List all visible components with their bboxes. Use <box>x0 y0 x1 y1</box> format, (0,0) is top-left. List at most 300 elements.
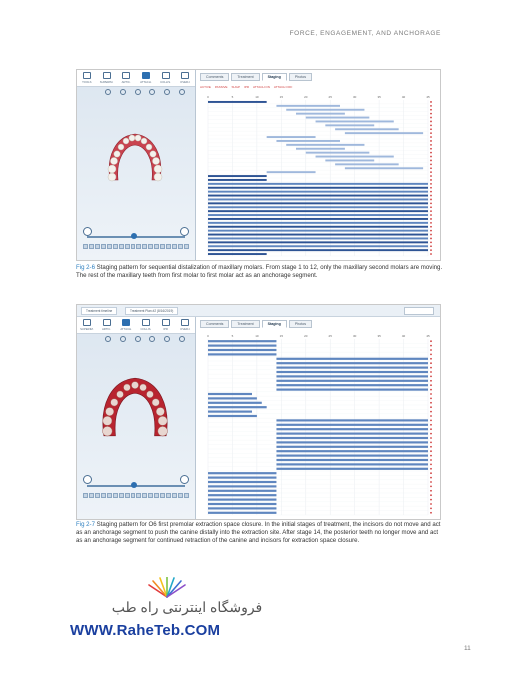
stage-cell[interactable] <box>101 493 106 498</box>
attachment-marker <box>430 415 432 417</box>
tool-icon <box>162 72 170 79</box>
legend-item: PASSIVE <box>214 85 228 89</box>
attachment-marker <box>430 140 432 142</box>
stage-cell[interactable] <box>95 244 100 249</box>
attachment-marker <box>430 234 432 236</box>
staging-bar <box>345 167 423 169</box>
staging-bar <box>208 340 276 342</box>
axis-tick-label: 20 <box>304 334 308 338</box>
stage-cell[interactable] <box>172 244 177 249</box>
axis-tick-label: 15 <box>279 95 284 99</box>
stage-cell[interactable] <box>83 493 88 498</box>
staging-bar <box>208 477 276 479</box>
rotate-right-control[interactable] <box>180 227 189 236</box>
maxillary-arch-3d-model <box>102 128 168 186</box>
staging-bar <box>276 424 428 426</box>
attachment-marker <box>430 486 432 488</box>
tool-icon <box>122 319 130 326</box>
toolbar-button[interactable] <box>136 70 156 86</box>
staging-bar <box>276 362 428 364</box>
view-icon[interactable] <box>164 89 170 95</box>
page-header: FORCE, ENGAGEMENT, AND ANCHORAGE <box>289 30 441 37</box>
toolbar-button[interactable] <box>175 70 195 86</box>
staging-bar <box>286 109 364 111</box>
attachment-marker <box>430 358 432 360</box>
staging-bar <box>325 159 374 161</box>
staging-bar <box>296 148 345 150</box>
attachment-marker <box>430 362 432 364</box>
viewer-toolbar <box>77 317 195 334</box>
staging-bar <box>208 411 252 413</box>
attachment-marker <box>430 113 432 115</box>
attachment-marker <box>430 210 432 212</box>
stage-cell[interactable] <box>142 244 147 249</box>
store-name-persian: فروشگاه اینترنتی راه طب <box>111 599 263 615</box>
stage-cell[interactable] <box>125 244 130 249</box>
staging-bar <box>208 499 276 501</box>
staging-bar <box>276 105 340 107</box>
attachment-marker <box>430 420 432 422</box>
tool-label: ARTIC. <box>121 80 131 84</box>
staging-bar <box>276 468 428 470</box>
staging-bar <box>316 120 394 122</box>
staging-bar <box>208 195 428 197</box>
staging-bar <box>208 187 428 189</box>
attachment-marker <box>430 183 432 185</box>
staging-bar <box>286 144 364 146</box>
stage-cell[interactable] <box>136 493 141 498</box>
staging-bar <box>208 179 267 181</box>
staging-bar <box>296 113 345 115</box>
tab-comments[interactable]: Comments <box>200 73 229 81</box>
staging-bar <box>208 485 276 487</box>
window-tab-plan[interactable]: Treatment Plan #2 (8/16/2019) <box>125 307 178 315</box>
viewer-toolbar <box>77 70 195 87</box>
attachment-marker <box>430 428 432 430</box>
axis-tick-label: 15 <box>279 334 284 338</box>
figure-2-screenshot <box>76 304 441 520</box>
staging-bar <box>208 191 428 193</box>
window-tab-timeline[interactable]: Treatment timeline <box>81 307 117 315</box>
toolbar-button[interactable] <box>97 70 117 86</box>
staging-bar <box>208 481 276 483</box>
staging-bar <box>208 202 428 204</box>
stage-cell[interactable] <box>172 493 177 498</box>
staging-bar <box>276 375 428 377</box>
stage-slider[interactable] <box>87 236 185 238</box>
staging-bar <box>208 218 428 220</box>
stage-cell[interactable] <box>178 244 183 249</box>
attachment-marker <box>430 455 432 457</box>
attachment-marker <box>430 245 432 247</box>
tab-staging[interactable]: Staging <box>262 73 287 81</box>
attachment-marker <box>430 128 432 130</box>
figure-1-caption <box>76 264 444 280</box>
staging-bar <box>316 156 394 158</box>
staging-chart <box>198 92 438 258</box>
staging-bar <box>208 198 428 200</box>
caption-label: Fig 2-7 <box>76 521 95 528</box>
stage-cell[interactable] <box>166 244 171 249</box>
attachment-marker <box>430 179 432 181</box>
slider-knob[interactable] <box>131 233 137 239</box>
attachment-marker <box>430 195 432 197</box>
view-icon[interactable] <box>149 89 155 95</box>
staging-bar <box>208 393 252 395</box>
staging-bar <box>208 349 276 351</box>
staging-bar <box>276 367 428 369</box>
attachment-marker <box>430 144 432 146</box>
axis-tick-label: 35 <box>377 95 381 99</box>
tool-label: COLLIS. <box>160 80 171 84</box>
axis-tick-label: 40 <box>401 334 406 338</box>
axis-tick-label: 45 <box>426 95 430 99</box>
toolbar-button[interactable] <box>156 317 176 333</box>
tool-label: TOOLS <box>82 80 92 84</box>
attachment-marker <box>430 117 432 119</box>
staging-bar <box>208 353 276 355</box>
staging-bar <box>208 253 267 255</box>
attachment-marker <box>430 411 432 413</box>
attachment-marker <box>430 132 432 134</box>
tool-icon <box>142 319 150 326</box>
staging-bar <box>208 183 428 185</box>
attachment-marker <box>430 218 432 220</box>
staging-bar <box>208 226 428 228</box>
axis-tick-label: 45 <box>426 334 430 338</box>
staging-bar <box>208 397 257 399</box>
view-icon[interactable] <box>179 336 185 342</box>
toolbar-button[interactable] <box>136 317 156 333</box>
attachment-marker <box>430 345 432 347</box>
tool-icon <box>83 72 91 79</box>
toolbar-button[interactable] <box>175 317 195 333</box>
toolbar-button[interactable] <box>77 70 97 86</box>
staging-bar <box>276 419 428 421</box>
view-icon[interactable] <box>135 89 141 95</box>
staging-bar <box>276 433 428 435</box>
axis-tick-label: 5 <box>231 95 234 99</box>
stage-cell[interactable] <box>95 493 100 498</box>
staging-bar <box>208 494 276 496</box>
stage-cell[interactable] <box>101 244 106 249</box>
toolbar-button[interactable] <box>116 317 136 333</box>
stage-cell[interactable] <box>160 493 165 498</box>
attachment-marker <box>430 367 432 369</box>
attachment-marker <box>430 222 432 224</box>
stage-cell[interactable] <box>178 493 183 498</box>
tool-label: COLLIS. <box>140 327 152 331</box>
staging-bar <box>208 206 428 208</box>
attachment-marker <box>430 109 432 111</box>
staging-bar <box>208 345 276 347</box>
staging-bar <box>208 101 267 103</box>
staging-bar <box>276 140 340 142</box>
rotate-right-control[interactable] <box>180 475 189 484</box>
attachment-marker <box>430 214 432 216</box>
stage-cell[interactable] <box>119 244 124 249</box>
stage-cell[interactable] <box>184 493 189 498</box>
stage-cell[interactable] <box>83 244 88 249</box>
staging-bar <box>208 472 276 474</box>
axis-tick-label: 40 <box>401 95 406 99</box>
window-button[interactable] <box>404 307 434 315</box>
attachment-marker <box>430 241 432 243</box>
stage-cell[interactable] <box>107 493 112 498</box>
staging-tabs <box>200 320 312 328</box>
attachment-marker <box>430 393 432 395</box>
tool-icon <box>103 319 111 326</box>
stage-cell[interactable] <box>148 244 153 249</box>
attachment-marker <box>430 477 432 479</box>
tool-icon <box>122 72 130 79</box>
attachment-marker <box>430 499 432 501</box>
staging-bar <box>208 214 428 216</box>
stage-cell[interactable] <box>148 493 153 498</box>
attachment-marker <box>430 406 432 408</box>
page-number: 11 <box>464 645 471 652</box>
view-icon[interactable] <box>120 336 126 342</box>
stage-cell[interactable] <box>113 244 118 249</box>
stage-cell[interactable] <box>119 493 124 498</box>
stage-cell[interactable] <box>89 244 94 249</box>
staging-bar <box>208 415 257 417</box>
tool-label: IPR <box>163 327 168 331</box>
tool-icon <box>162 319 170 326</box>
attachment-marker <box>430 152 432 154</box>
view-icon[interactable] <box>164 336 170 342</box>
stage-cell[interactable] <box>166 493 171 498</box>
attachment-marker <box>430 249 432 251</box>
staging-bar <box>208 512 276 514</box>
legend-item: ATTACH OFF <box>273 85 293 89</box>
tool-icon <box>181 72 189 79</box>
tool-label: OVERJ. <box>180 327 191 331</box>
tab-staging[interactable]: Staging <box>262 320 287 328</box>
legend-item: ACTIVE <box>200 85 211 89</box>
attachment-marker <box>430 433 432 435</box>
attachment-marker <box>430 253 432 255</box>
toolbar-button[interactable] <box>156 70 176 86</box>
staging-bar <box>208 230 428 232</box>
staging-bar <box>276 389 428 391</box>
attachment-marker <box>430 380 432 382</box>
stage-cell[interactable] <box>107 244 112 249</box>
attachment-marker <box>430 191 432 193</box>
rotate-left-control[interactable] <box>83 475 92 484</box>
staging-bar <box>335 128 399 130</box>
attachment-marker <box>430 503 432 505</box>
tab-treatment[interactable]: Treatment <box>231 320 259 328</box>
stage-cell[interactable] <box>154 493 159 498</box>
toolbar-button[interactable] <box>116 70 136 86</box>
attachment-marker <box>430 105 432 107</box>
attachment-marker <box>430 121 432 123</box>
attachment-marker <box>430 437 432 439</box>
staging-bar <box>267 136 316 138</box>
staging-bar <box>276 358 428 360</box>
view-icon[interactable] <box>149 336 155 342</box>
stage-cell[interactable] <box>154 244 159 249</box>
attachment-marker <box>430 389 432 391</box>
store-url[interactable]: WWW.RaheTeb.COM <box>70 622 221 639</box>
staging-bar <box>276 455 428 457</box>
book-logo-icon <box>145 577 189 599</box>
attachment-marker <box>430 171 432 173</box>
staging-bar <box>208 234 428 236</box>
viewer-pane <box>77 70 196 260</box>
caption-text: Staging pattern for sequential distalization of maxillary molars. From stage 1 to 12, only the maxillary second molars are moving. The rest of the maxillary teeth from first molar to first molar act as an anchorage segment. <box>76 264 443 280</box>
staging-bar <box>276 371 428 373</box>
attachment-marker <box>430 481 432 483</box>
window-tab-bar <box>77 305 440 317</box>
stage-cell[interactable] <box>89 493 94 498</box>
staging-bar <box>345 132 423 134</box>
view-icon[interactable] <box>120 89 126 95</box>
legend-item: SUGP <box>231 85 240 89</box>
view-icon[interactable] <box>105 89 111 95</box>
attachment-marker <box>430 494 432 496</box>
staging-bar <box>276 463 428 465</box>
stage-cell[interactable] <box>131 244 136 249</box>
staging-bar <box>306 117 370 119</box>
staging-bar <box>325 124 374 126</box>
stage-cell[interactable] <box>131 493 136 498</box>
axis-tick-label: 0 <box>207 95 209 99</box>
toolbar-button[interactable] <box>97 317 117 333</box>
attachment-marker <box>430 349 432 351</box>
tool-label: ATTACH. <box>120 327 132 331</box>
attachment-marker <box>430 167 432 169</box>
attachment-marker <box>430 472 432 474</box>
staging-bar <box>276 441 428 443</box>
staging-bar <box>208 406 267 408</box>
staging-bar <box>208 222 428 224</box>
staging-bar <box>276 384 428 386</box>
staging-bar <box>267 171 316 173</box>
attachment-marker <box>430 468 432 470</box>
viewer-pane <box>77 317 196 519</box>
stage-timeline[interactable] <box>83 244 189 249</box>
axis-tick-label: 30 <box>352 334 357 338</box>
stage-cell[interactable] <box>113 493 118 498</box>
caption-text: Staging pattern for O6 first premolar extraction space closure. In the initial stages of treatment, the incisors do not move and act as an anchorage segment to push the canine distally into the extraction site. After stage 14, the posterior teeth no longer move and act as an anchorage segment for continued retraction of the canine and incisors for extraction space closure. <box>76 521 441 545</box>
view-icon[interactable] <box>135 336 141 342</box>
staging-bar <box>208 210 428 212</box>
attachment-marker <box>430 136 432 138</box>
staging-bar <box>335 163 399 165</box>
staging-pane <box>196 317 440 519</box>
attachment-marker <box>430 226 432 228</box>
staging-bar <box>276 428 428 430</box>
maxillary-arch-3d-model <box>97 373 173 441</box>
view-icon[interactable] <box>179 89 185 95</box>
attachment-marker <box>430 376 432 378</box>
attachment-marker <box>430 508 432 510</box>
axis-tick-label: 20 <box>304 95 308 99</box>
figure-2-caption <box>76 521 444 546</box>
tool-icon <box>103 72 111 79</box>
stage-cell[interactable] <box>142 493 147 498</box>
tool-icon <box>142 72 150 79</box>
slider-knob[interactable] <box>131 482 137 488</box>
attachment-marker <box>430 238 432 240</box>
axis-tick-label: 25 <box>328 334 332 338</box>
attachment-marker <box>430 354 432 356</box>
attachment-marker <box>430 175 432 177</box>
stage-cell[interactable] <box>125 493 130 498</box>
attachment-marker <box>430 442 432 444</box>
stage-cell[interactable] <box>136 244 141 249</box>
attachment-marker <box>430 384 432 386</box>
caption-label: Fig 2-6 <box>76 264 95 271</box>
tab-comments[interactable]: Comments <box>200 320 229 328</box>
axis-tick-label: 25 <box>328 95 332 99</box>
staging-bar <box>276 437 428 439</box>
attachment-marker <box>430 459 432 461</box>
staging-bar <box>276 446 428 448</box>
tab-photos[interactable]: Photos <box>289 320 312 328</box>
attachment-marker <box>430 156 432 158</box>
rotate-left-control[interactable] <box>83 227 92 236</box>
attachment-marker <box>430 101 432 103</box>
staging-bar <box>306 152 370 154</box>
tool-label: SUPERIM. <box>99 80 114 84</box>
attachment-marker <box>430 187 432 189</box>
toolbar-button[interactable] <box>77 317 97 333</box>
tool-icon <box>83 319 91 326</box>
staging-bar <box>208 249 428 251</box>
stage-timeline[interactable] <box>83 493 189 498</box>
stage-slider[interactable] <box>87 485 185 487</box>
stage-cell[interactable] <box>160 244 165 249</box>
attachment-marker <box>430 163 432 165</box>
attachment-marker <box>430 402 432 404</box>
staging-bar <box>276 450 428 452</box>
tab-photos[interactable]: Photos <box>289 73 312 81</box>
attachment-marker <box>430 206 432 208</box>
attachment-marker <box>430 160 432 162</box>
stage-cell[interactable] <box>184 244 189 249</box>
tool-label: ARTIC. <box>101 327 112 331</box>
attachment-marker <box>430 230 432 232</box>
attachment-marker <box>430 446 432 448</box>
tab-treatment[interactable]: Treatment <box>231 73 259 81</box>
staging-bar <box>208 175 267 177</box>
staging-legend <box>200 85 292 89</box>
attachment-marker <box>430 424 432 426</box>
axis-tick-label: 0 <box>207 334 209 338</box>
attachment-marker <box>430 148 432 150</box>
staging-pane <box>196 70 440 260</box>
tool-label: SUPERIM. <box>80 327 94 331</box>
view-icon-row <box>105 89 185 95</box>
view-icon[interactable] <box>105 336 111 342</box>
view-icon-row <box>105 336 185 342</box>
attachment-marker <box>430 464 432 466</box>
staging-bar <box>208 241 428 243</box>
attachment-marker <box>430 398 432 400</box>
staging-chart <box>198 331 438 517</box>
axis-tick-label: 35 <box>377 334 381 338</box>
tool-icon <box>181 319 189 326</box>
attachment-marker <box>430 450 432 452</box>
axis-tick-label: 5 <box>231 334 234 338</box>
staging-bar <box>208 503 276 505</box>
attachment-marker <box>430 490 432 492</box>
attachment-marker <box>430 202 432 204</box>
legend-item: ATTACH ON <box>253 85 270 89</box>
